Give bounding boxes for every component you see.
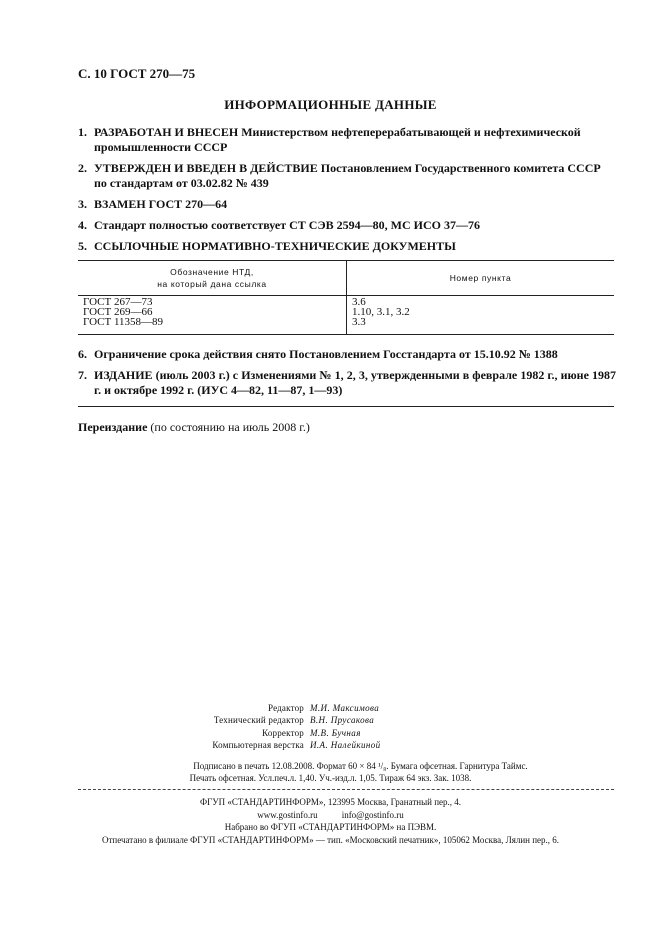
print-info-line: Печать офсетная. Усл.печ.л. 1,40. Уч.-изд.л. 1,05. Тираж 64 экз. Зак. 1038. — [189, 773, 472, 784]
credit-row — [0, 702, 661, 714]
info-item — [78, 368, 616, 398]
credit-role: Компьютерная верстка — [212, 739, 304, 750]
item-number: 6. — [78, 347, 87, 361]
point-cell — [347, 296, 615, 335]
publisher-info — [0, 796, 661, 846]
column-header-line: Обозначение НТД, — [170, 267, 254, 277]
publisher-contacts — [0, 809, 661, 822]
item-number: 2. — [78, 161, 87, 175]
section-divider — [78, 406, 614, 407]
point-number: 3.6 — [352, 296, 366, 308]
credit-row — [0, 739, 661, 751]
credit-row — [0, 714, 661, 726]
reprint-label: Переиздание — [78, 420, 148, 434]
reprint-note — [78, 420, 310, 435]
item-number: 1. — [78, 125, 87, 139]
publisher-website: www.gostinfo.ru — [257, 809, 318, 820]
credit-name: В.Н. Прусакова — [310, 715, 375, 726]
item-number: 5. — [78, 239, 87, 253]
item-number: 7. — [78, 368, 87, 382]
column-header-point: Номер пункта — [347, 261, 615, 296]
info-item — [78, 239, 616, 254]
print-info — [0, 760, 661, 785]
credit-role: Технический редактор — [213, 715, 304, 726]
point-number: 3.3 — [352, 316, 366, 328]
print-info-line: Подписано в печать 12.08.2008. Формат 60 × 84 ¹/₈. Бумага офсетная. Гарнитура Таймс. — [193, 761, 528, 771]
editorial-credits — [0, 702, 661, 751]
column-header-document — [78, 261, 347, 296]
item-text: Стандарт полностью соответствует СТ СЭВ 2594—80, МС ИСО 37—76 — [94, 218, 480, 232]
info-item — [78, 218, 616, 233]
reprint-text: (по состоянию на июль 2008 г.) — [147, 420, 310, 434]
typesetting-note: Набрано во ФГУП «СТАНДАРТИНФОРМ» на ПЭВМ. — [224, 822, 437, 833]
column-header-line: на который дана ссылка — [157, 279, 267, 289]
dashed-divider — [78, 789, 614, 790]
item-text: Ограничение срока действия снято Постановлением Госстандарта от 15.10.92 № 1388 — [94, 347, 558, 361]
info-item — [78, 161, 616, 191]
printing-note: Отпечатано в филиале ФГУП «СТАНДАРТИНФОРМ» — тип. «Московский печатник», 105062 Москва, Лялин пер., 6. — [101, 834, 560, 845]
item-text: УТВЕРЖДЕН И ВВЕДЕН В ДЕЙСТВИЕ Постановлением Государственного комитета СССР по стандартам от 03.02.82 № 439 — [94, 161, 601, 190]
info-item — [78, 347, 616, 362]
credit-name: М.И. Максимова — [310, 703, 380, 713]
document-designation: ГОСТ 269—66 — [83, 306, 153, 318]
item-number: 3. — [78, 197, 87, 211]
document-designation: ГОСТ 11358—89 — [83, 316, 164, 328]
info-item — [78, 197, 616, 212]
item-text: ССЫЛОЧНЫЕ НОРМАТИВНО-ТЕХНИЧЕСКИЕ ДОКУМЕНТЫ — [94, 239, 456, 253]
item-text: ВЗАМЕН ГОСТ 270—64 — [94, 197, 228, 211]
publisher-address: ФГУП «СТАНДАРТИНФОРМ», 123995 Москва, Гранатный пер., 4. — [199, 797, 462, 807]
document-cell — [78, 296, 347, 335]
item-number: 4. — [78, 218, 87, 232]
publisher-email: info@gostinfo.ru — [341, 809, 404, 820]
reference-documents-table — [78, 260, 614, 335]
credit-role: Корректор — [262, 727, 304, 738]
document-designation: ГОСТ 267—73 — [83, 296, 153, 308]
credit-name: М.В. Бучная — [310, 727, 361, 738]
credit-row — [0, 727, 661, 739]
credit-role: Редактор — [267, 703, 304, 713]
table-row — [78, 296, 614, 335]
section-title: ИНФОРМАЦИОННЫЕ ДАННЫЕ — [224, 97, 437, 112]
info-item — [78, 125, 616, 155]
info-items-list-continued — [78, 347, 616, 404]
page-header: С. 10 ГОСТ 270—75 — [78, 66, 196, 81]
credit-name: И.А. Налейкиной — [310, 739, 381, 750]
info-items-list — [78, 125, 616, 260]
table-header-row — [78, 261, 614, 296]
item-text: ИЗДАНИЕ (июль 2003 г.) с Изменениями № 1, 2, 3, утвержденными в феврале 1982 г., июне 1987 г. и октябре 1992 г. (ИУС 4—82, 11—87, 1—93) — [94, 368, 616, 397]
point-number: 1.10, 3.1, 3.2 — [352, 306, 410, 318]
item-text: РАЗРАБОТАН И ВНЕСЕН Министерством нефтеперерабатывающей и нефтехимической промышленности СССР — [94, 125, 581, 154]
